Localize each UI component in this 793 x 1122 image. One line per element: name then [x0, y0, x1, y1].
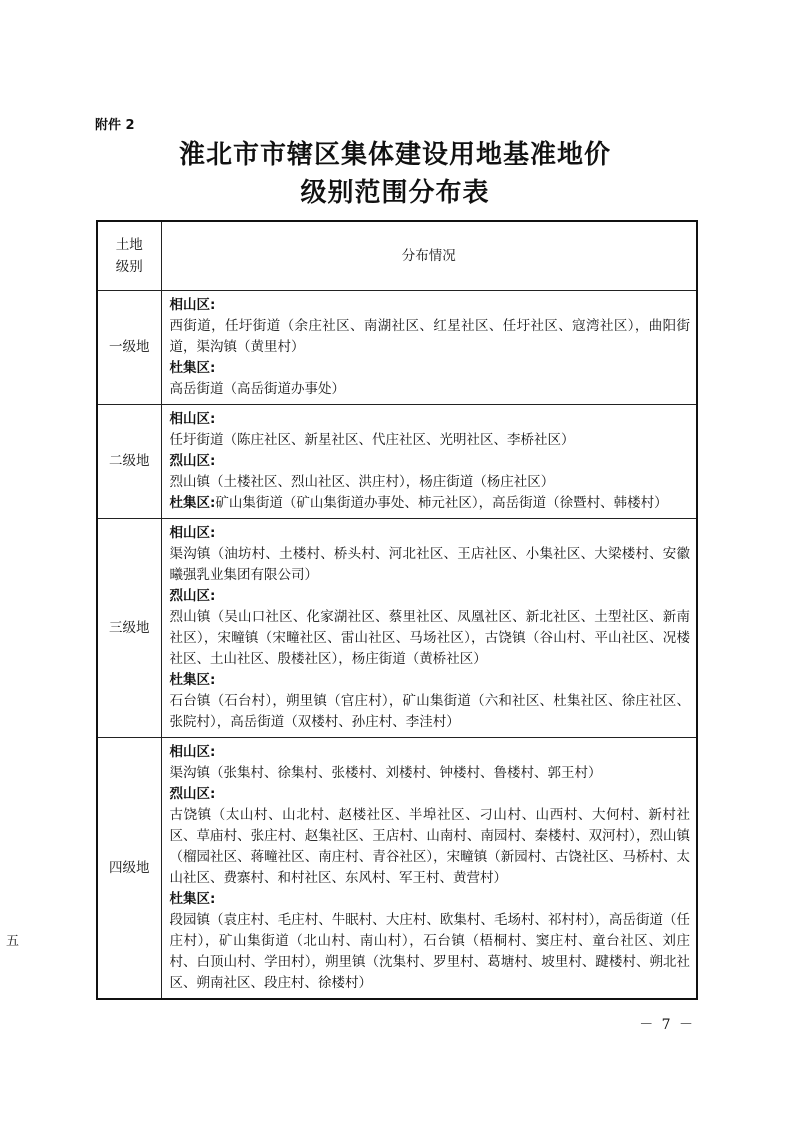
attachment-label: 附件 2	[95, 118, 135, 133]
district-label: 相山区:	[169, 525, 216, 541]
header-grade-line1: 土地	[115, 237, 143, 253]
grade-cell: 一级地	[97, 291, 161, 405]
table-row	[97, 291, 697, 405]
table-row	[97, 405, 697, 519]
district-text: 烈山镇（土楼社区、烈山社区、洪庄村），杨庄街道（杨庄社区）	[169, 474, 555, 490]
distribution-cell	[161, 291, 697, 405]
district-text: 渠沟镇（张集村、徐集村、张楼村、刘楼村、钟楼村、鲁楼村、郭王村）	[169, 765, 602, 781]
district-text: 石台镇（石台村），朔里镇（官庄村），矿山集街道（六和社区、杜集社区、徐庄社区、张院村），高岳街道（双楼村、孙庄村、李洼村）	[169, 693, 690, 730]
distribution-cell	[161, 519, 697, 738]
district-label: 烈山区:	[169, 786, 216, 802]
district-label: 烈山区:	[169, 453, 216, 469]
document-title-line2: 级别范围分布表	[300, 178, 490, 208]
table-row	[97, 738, 697, 1000]
side-mark: 五	[6, 934, 20, 949]
district-label: 烈山区:	[169, 588, 216, 604]
district-label: 相山区:	[169, 744, 216, 760]
distribution-cell	[161, 738, 697, 1000]
district-text: 高岳街道（高岳街道办事处）	[169, 381, 345, 397]
page-number: － 7 －	[639, 1017, 695, 1033]
table-row	[97, 519, 697, 738]
district-label: 杜集区:	[169, 360, 216, 376]
district-text: 任圩街道（陈庄社区、新星社区、代庄社区、光明社区、李桥社区）	[169, 432, 575, 448]
district-text: 烈山镇（吴山口社区、化家湖社区、蔡里社区、凤凰社区、新北社区、土型社区、新南社区），宋疃镇（宋疃社区、雷山社区、马场社区），古饶镇（谷山村、平山社区、况楼社区、土山社区、殷楼社区），杨庄街道（黄桥社区）	[169, 609, 690, 667]
document-title-line1: 淮北市市辖区集体建设用地基准地价	[178, 140, 611, 170]
district-label: 杜集区:	[169, 891, 216, 907]
grade-cell: 三级地	[97, 519, 161, 738]
district-text: 矿山集街道（矿山集街道办事处、柿元社区），高岳街道（徐暨村、韩楼村）	[215, 495, 668, 511]
district-label: 相山区:	[169, 297, 216, 313]
district-text: 段园镇（袁庄村、毛庄村、牛眠村、大庄村、欧集村、毛场村、祁村村），高岳街道（任庄村），矿山集街道（北山村、南山村），石台镇（梧桐村、窦庄村、童台社区、刘庄村、白顶山村、学田村），朔里镇（沈集村、罗里村、葛塘村、坡里村、踺楼村、朔北社区、朔南社区、段庄村、徐楼村）	[169, 912, 690, 991]
district-line	[170, 493, 691, 514]
district-label: 杜集区:	[169, 672, 216, 688]
district-text: 古饶镇（太山村、山北村、赵楼社区、半埠社区、刁山村、山西村、大何村、新村社区、草庙村、张庄村、赵集社区、王店村、山南村、南园村、秦楼村、双河村），烈山镇（榴园社区、蒋疃社区、南庄村、青谷社区），宋疃镇（新园村、古饶社区、马桥村、太山社区、费寨村、和村社区、东风村、军王村、黄营村）	[169, 807, 690, 886]
header-grade-line2: 级别	[115, 259, 143, 275]
grade-cell: 四级地	[97, 738, 161, 1000]
distribution-cell	[161, 405, 697, 519]
header-distribution-cell: 分布情况	[161, 221, 697, 291]
district-label: 杜集区:	[169, 495, 216, 511]
table-header-row	[97, 221, 697, 291]
district-label: 相山区:	[169, 411, 216, 427]
grade-distribution-table	[96, 220, 698, 1000]
district-text: 西街道，任圩街道（余庄社区、南湖社区、红星社区、任圩社区、寇湾社区），曲阳街道，渠沟镇（黄里村）	[169, 318, 690, 355]
header-grade-cell	[97, 221, 161, 291]
grade-cell: 二级地	[97, 405, 161, 519]
district-text: 渠沟镇（油坊村、土楼村、桥头村、河北社区、王店社区、小集社区、大梁楼村、安徽曦强乳业集团有限公司）	[169, 546, 690, 583]
